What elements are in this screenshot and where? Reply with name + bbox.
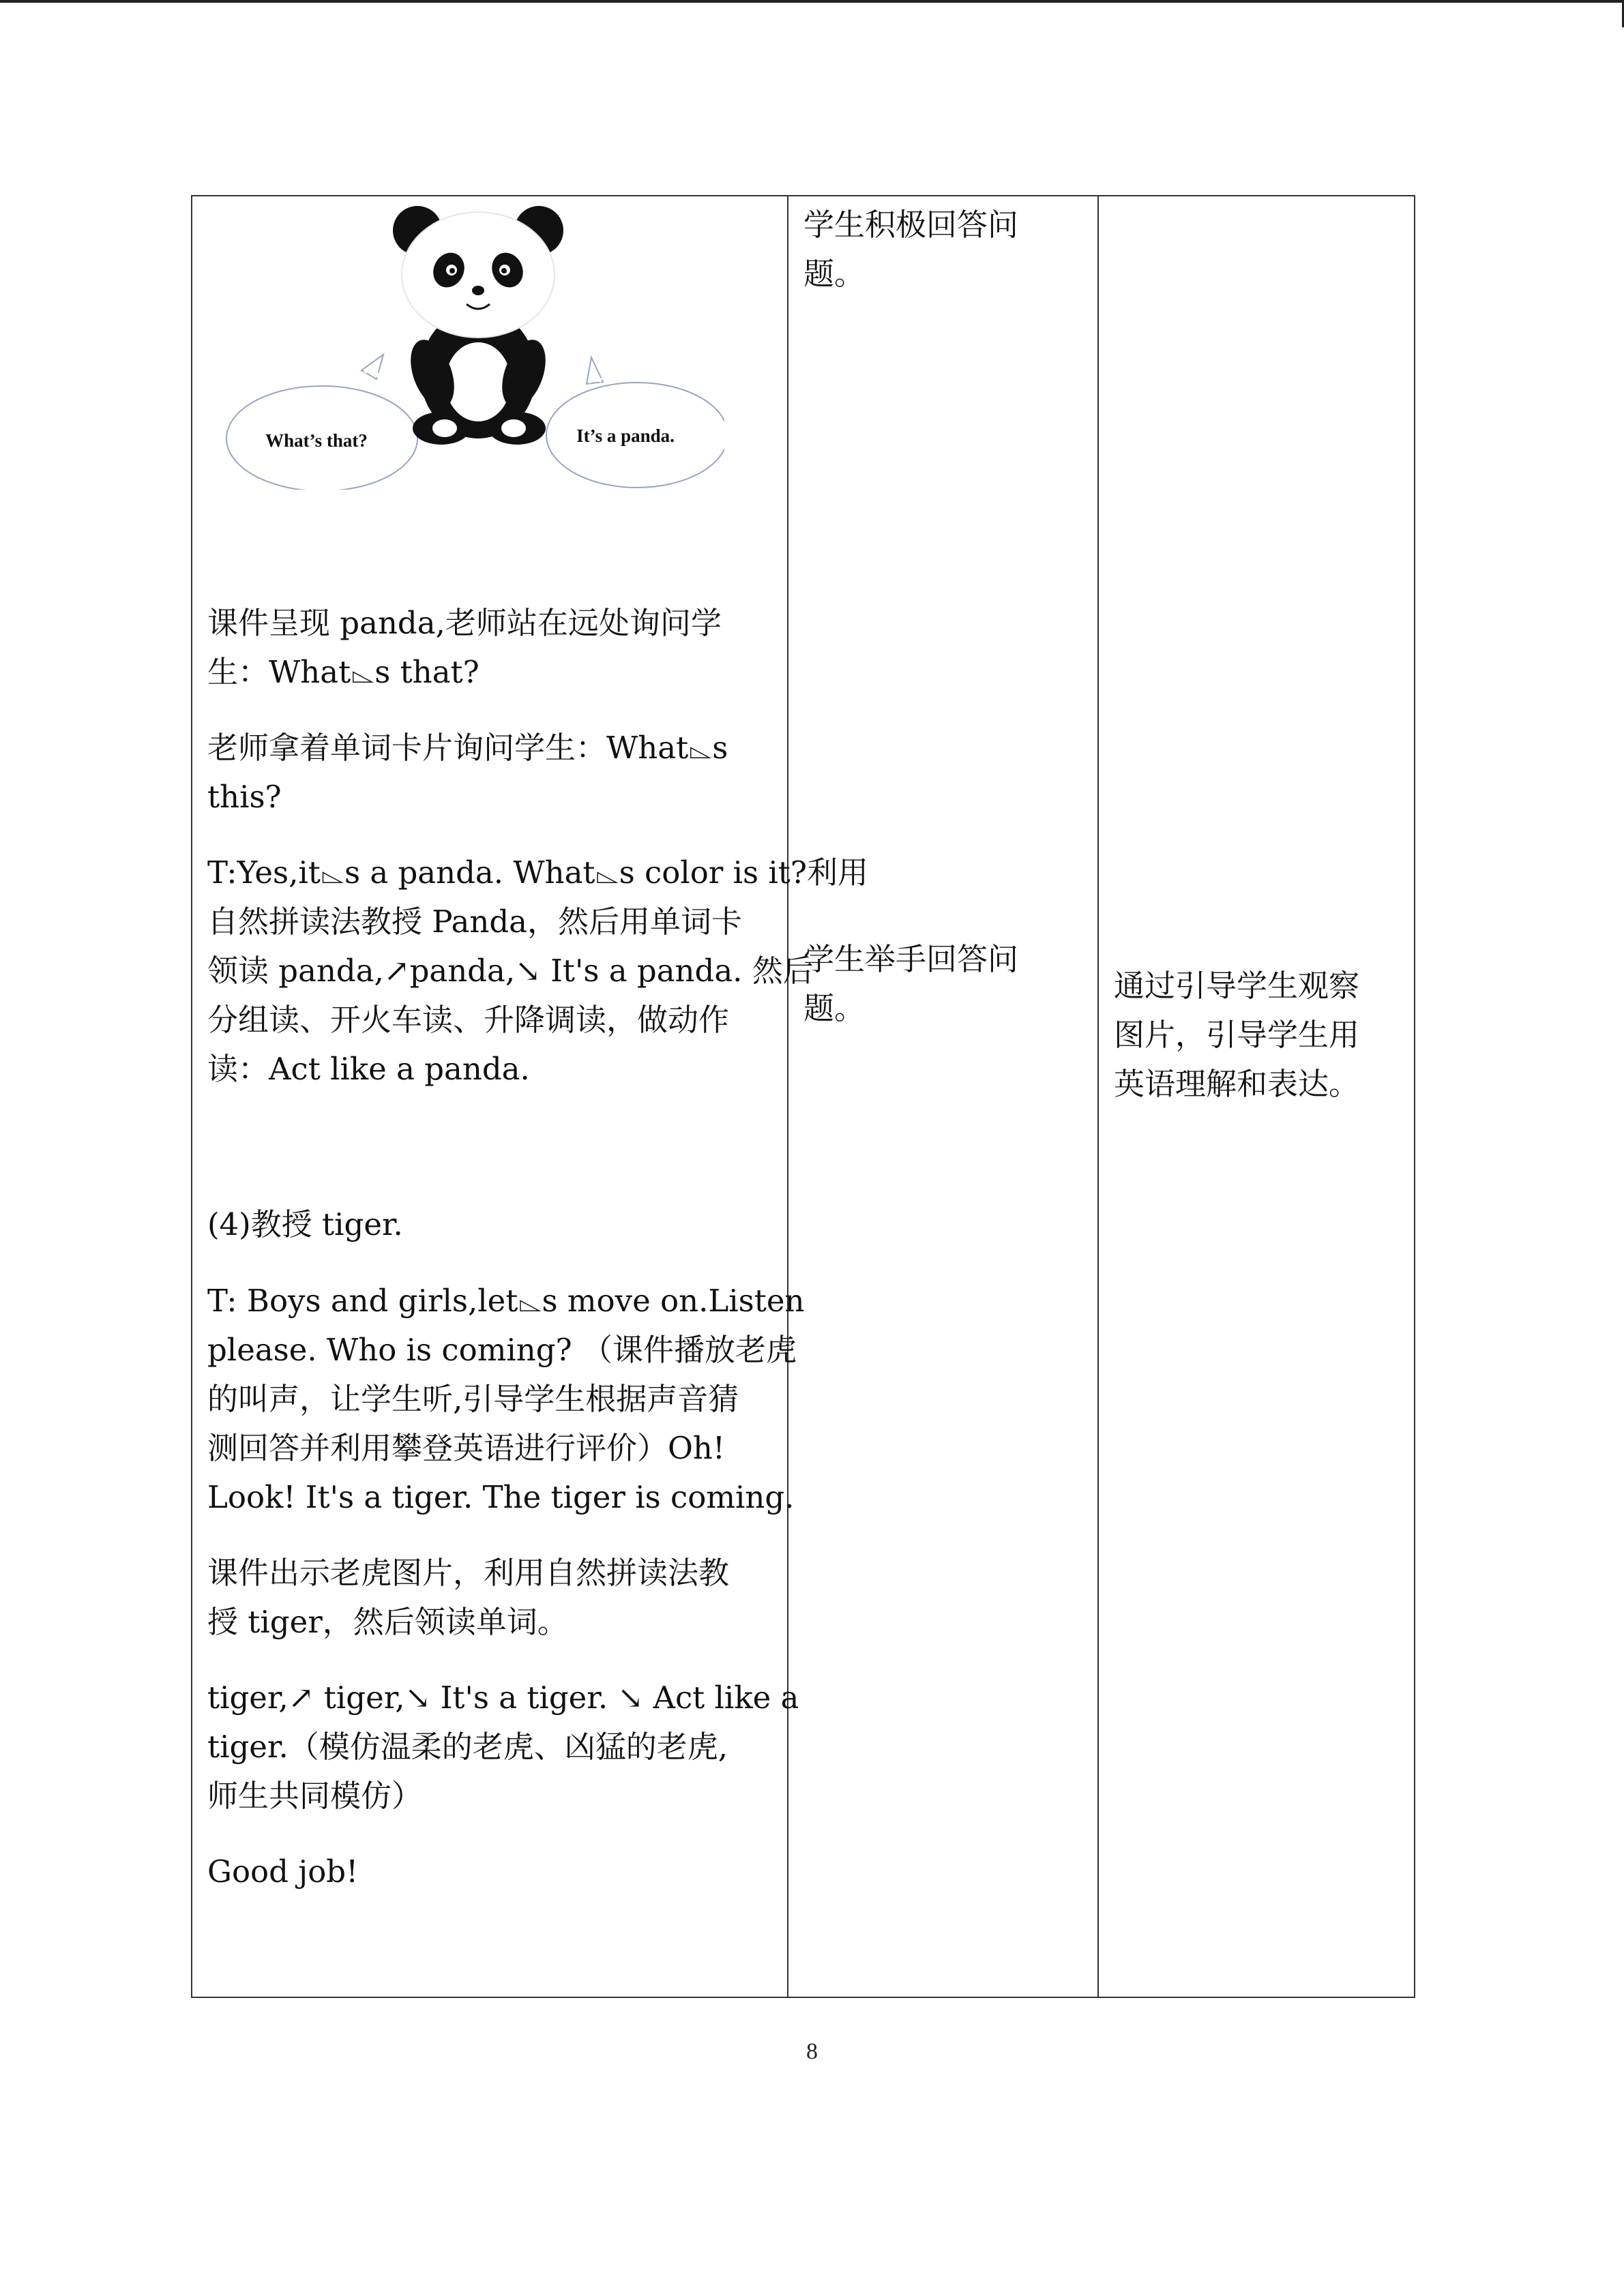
student-text-line: 题。 — [803, 990, 866, 1026]
teacher-text-line: 分组读、开火车读、升降调读，做动作 — [207, 1002, 730, 1038]
student-text-line: 学生举手回答问 — [803, 941, 1019, 977]
teacher-text-line: (4)教授 tiger. — [207, 1206, 403, 1242]
speech-bubble-left — [226, 355, 417, 490]
teacher-text-line: 读：Act like a panda. — [207, 1051, 530, 1087]
panda-icon — [393, 206, 563, 445]
teacher-text-line: tiger.（模仿温柔的老虎、凶猛的老虎, — [207, 1729, 728, 1765]
lesson-plan-table — [191, 195, 1415, 1998]
teacher-text-line: 老师拿着单词卡片询问学生：What⌳s — [207, 730, 728, 766]
teacher-activity-cell — [192, 196, 868, 1997]
teacher-text-line: Look! It's a tiger. The tiger is coming. — [207, 1479, 795, 1515]
bubble-right-text: It’s a panda. — [576, 426, 675, 446]
teacher-text-line: T: Boys and girls,let⌳s move on.Listen — [207, 1283, 805, 1319]
teacher-text-line: tiger,↗ tiger,↘ It's a tiger. ↘ Act like a — [207, 1680, 799, 1716]
student-activity-cell — [788, 196, 1098, 1997]
table-row — [192, 196, 1415, 1997]
teacher-text-line: T:Yes,it⌳s a panda. What⌳s color is it?利用 — [207, 854, 868, 891]
teacher-text-line: please. Who is coming? （课件播放老虎 — [207, 1332, 797, 1368]
teacher-text-line: 师生共同模仿） — [207, 1778, 423, 1814]
page-number: 8 — [806, 2039, 818, 2064]
teacher-text-line: 授 tiger，然后领读单词。 — [207, 1604, 568, 1640]
teacher-text-line: 测回答并利用攀登英语进行评价）Oh! — [207, 1430, 725, 1466]
teacher-text-line: 领读 panda,↗panda,↘ It's a panda. 然后 — [207, 953, 814, 989]
design-intent-cell — [1098, 196, 1415, 1997]
teacher-text-line: 课件出示老虎图片，利用自然拼读法教 — [207, 1555, 730, 1591]
teacher-text-line: 的叫声，让学生听,引导学生根据声音猜 — [207, 1381, 739, 1417]
teacher-text-line: this? — [207, 779, 282, 815]
teacher-text-line: 课件呈现 panda,老师站在远处询问学 — [207, 605, 722, 641]
teacher-text-line: 自然拼读法教授 Panda，然后用单词卡 — [207, 904, 743, 940]
student-text-line: 学生积极回答问 — [803, 207, 1019, 243]
panda-illustration — [213, 203, 724, 490]
student-text-line: 题。 — [803, 256, 866, 292]
intent-text-line: 英语理解和表达。 — [1114, 1066, 1360, 1102]
teacher-text-line: 生：What⌳s that? — [207, 654, 479, 690]
top-border-line — [0, 0, 1624, 3]
intent-text-line: 通过引导学生观察 — [1114, 968, 1360, 1004]
bubble-left-text: What’s that? — [265, 430, 368, 451]
teacher-text-line: Good job! — [207, 1853, 359, 1890]
intent-text-line: 图片，引导学生用 — [1114, 1017, 1360, 1053]
speech-bubble-right — [546, 357, 724, 488]
